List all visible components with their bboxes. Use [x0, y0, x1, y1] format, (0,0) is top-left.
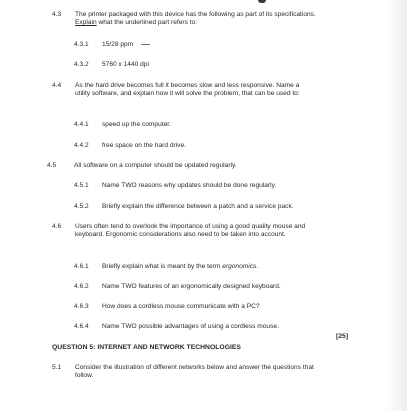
- question-number: 4.5.1: [74, 182, 89, 189]
- question-number: 4.5: [47, 162, 57, 169]
- page-edge-shadow: [385, 0, 407, 411]
- total-marks: [25]: [336, 333, 349, 340]
- answer-blank: [141, 44, 150, 45]
- question-number: 5.1: [52, 364, 62, 371]
- question-text: Name TWO features of an ergonomically designed keyboard.: [102, 283, 281, 290]
- question-text: 5760 x 1440 dpi: [102, 61, 149, 68]
- question-number: 4.6: [52, 223, 62, 230]
- question-text: The printer packaged with this device has the following as part of its specifications. Explain what the underlined part refers to:: [75, 11, 316, 27]
- question-text: Name TWO reasons why updates should be done regularly.: [102, 182, 277, 189]
- question-number: 4.6.3: [74, 303, 89, 310]
- question-text: Briefly explain the difference between a patch and a service pack.: [102, 203, 294, 210]
- question-text: speed up the computer.: [102, 121, 171, 128]
- question-text: Briefly explain what is meant by the term ergonomics.: [102, 263, 259, 270]
- question-number: 4.4.1: [74, 121, 89, 128]
- question-text: As the hard drive becomes full it becomes slow and less responsive. Name a utility software, and explain how it will solve the problem, that can be used to:: [75, 82, 300, 98]
- question-number: 4.3: [52, 11, 62, 18]
- question-number: 4.4: [52, 82, 62, 89]
- section-heading: QUESTION 5: INTERNET AND NETWORK TECHNOLOGIES: [52, 344, 241, 351]
- question-number: 4.4.2: [74, 142, 89, 149]
- question-text: All software on a computer should be updated regularly.: [74, 162, 237, 169]
- question-number: 4.3.2: [74, 61, 89, 68]
- question-text: Users often tend to overlook the importance of using a good quality mouse and keyboard. Ergonomic considerations also need to be taken into account.: [75, 223, 306, 239]
- question-number: 4.5.2: [74, 203, 89, 210]
- question-number: 4.6.4: [74, 323, 89, 330]
- underlined-word: Explain: [75, 19, 97, 27]
- question-text: Name TWO possible advantages of using a cordless mouse.: [102, 323, 279, 330]
- question-text: 15/28 ppm: [102, 41, 150, 49]
- question-text: How does a cordless mouse communicate with a PC?: [102, 303, 260, 310]
- top-edge-mark: [258, 0, 266, 3]
- question-number: 4.6.2: [74, 283, 89, 290]
- question-number: 4.6.1: [74, 263, 89, 270]
- question-number: 4.3.1: [74, 41, 89, 48]
- question-text: Consider the illustration of different networks below and answer the questions that follow.: [75, 364, 314, 380]
- question-text: free space on the hard drive.: [102, 142, 186, 149]
